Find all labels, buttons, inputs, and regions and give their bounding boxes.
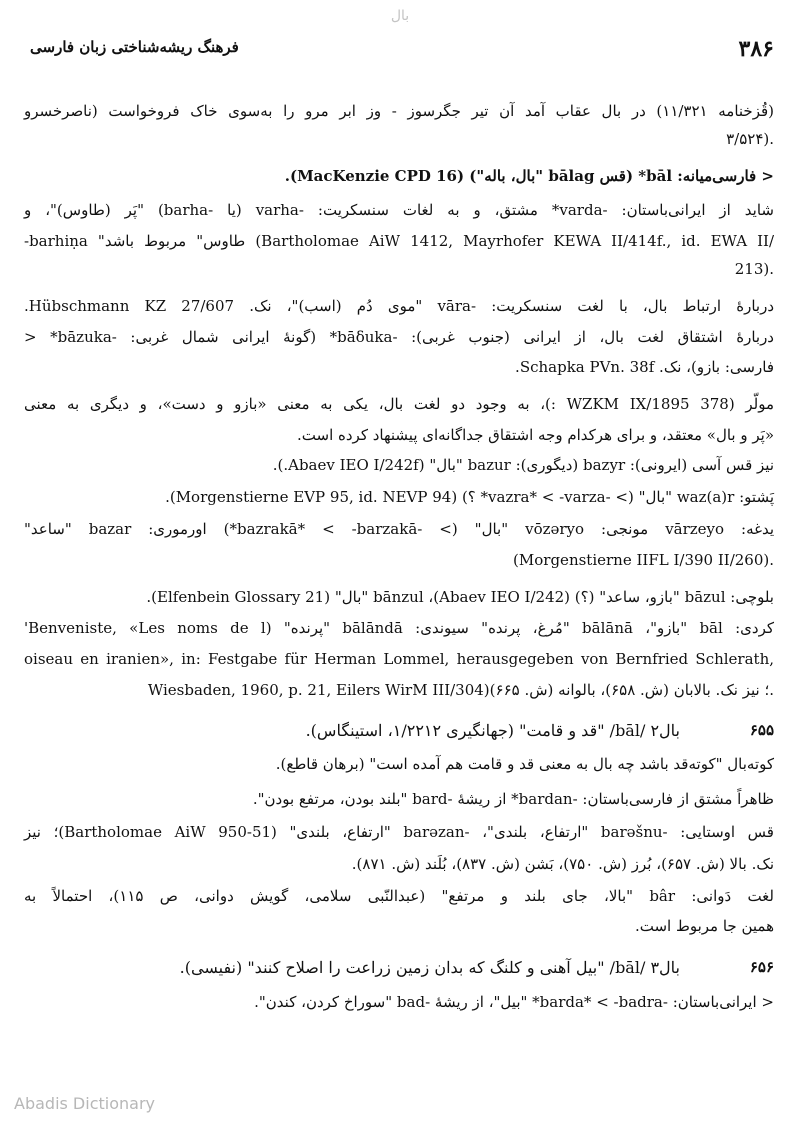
- body-line: دربارهٔ ارتباط بال، با لغت سنسکریت: -vāra "موی دُم (اسب)"، نک. Hübschmann KZ 27/607.: [24, 297, 774, 315]
- top-watermark: بال: [390, 8, 410, 24]
- body-line: بلوچی: bāzul "بازو، ساعد" (؟) (Abaev IEO I/242)، bānzul "بال" (Elfenbein Glossary 21).: [146, 588, 774, 606]
- entry-headword: بال۳ /bāl/ "بیل آهنی و کلنگ که بدان زمین زراعت را اصلاح کنند" (نفیسی).: [179, 958, 680, 977]
- entry-number: ۶۵۵: [749, 721, 774, 739]
- page-number: ۳۸۶: [738, 36, 774, 62]
- entry-headword: بال۲ /bāl/ "قد و قامت" (جهانگیری ۱/۲۲۱۲، استینگاس).: [305, 721, 680, 740]
- body-line: ظاهراً مشتق از فارسی‌باستان: -bardan* از ریشهٔ -bard "بلند بودن، مرتفع بودن".: [252, 790, 774, 808]
- body-line: -barhiṇa "طاوس" مربوط باشد (Bartholomae AiW 1412, Mayrhofer KEWA II/414f., id. EWA II/: [24, 232, 775, 250]
- body-line: کوته‌بال "کوته‌قد باشد چه بال به معنی قد و قامت هم آمده است" (برهان قاطع).: [275, 755, 774, 773]
- body-line: لغت دَوانی: bâr "بالا، جای بلند و مرتفع" (عبدالنّبی سلامی، گویش دوانی، ص ۱۱۵)، احتمالاً به: [24, 887, 774, 905]
- body-line: پَشتو: waz(a)r "بال" (> -vazra* < -varza* ؟) (Morgenstierne EVP 95, id. NEVP 94).: [165, 488, 774, 506]
- body-line: < فارسی‌میانه: bāl* (قس bālag "بال، باله") (MacKenzie CPD 16).: [284, 167, 774, 185]
- body-line: یدغه: vārzeyo مونجی: vōzəryo "بال" (> -bazrakā* < -barzakā*) اورموری: bazar "ساعد": [24, 520, 775, 538]
- body-line: فارسی: بازو)، نک. Schapka PVn. 38f.: [515, 358, 774, 376]
- body-line: «پَر و بال» معتقد، و برای هرکدام وجه اشتقاق جداگانه‌ای پیشنهاد کرده است.: [297, 426, 774, 444]
- body-line: < ایرانی‌باستان: -barda* < -badra* "بیل"، از ریشهٔ -bad "سوراخ کردن، کندن".: [254, 993, 774, 1011]
- body-line: نیز قس آسی (ایرونی): bazyr (دیگوری): bazur "بال" (Abaev IEO I/242f.).: [272, 456, 774, 474]
- body-line: قس اوستایی: -barəšnu "ارتفاع، بلندی"، -barəzan "ارتفاع، بلندی" (Bartholomae AiW 950-51)؛ نیز: [24, 823, 774, 841]
- body-line: 213).: [734, 260, 774, 278]
- footer-watermark: Abadis Dictionary: [14, 1094, 155, 1113]
- body-line: نک. بالا (ش. ۶۵۷)، بُرز (ش. ۷۵۰)، بَشن (ش. ۸۳۷)، بُلَند (ش. ۸۷۱).: [351, 855, 774, 873]
- body-line: Wiesbaden, 1960, p. 21, Eilers WirM III/304)؛ نیز نک. بالابان (ش. ۶۵۸)، بالوانه (ش. ۶۶۵).: [147, 681, 774, 699]
- body-line: کردی: bāl "بازو"، bālānā "مُرغ، پرنده" سیوندی: bālāndā "پرنده" (Benveniste, «Les noms de l': [24, 619, 774, 637]
- entry-number: ۶۵۶: [749, 958, 774, 976]
- body-line: همین جا مربوط است.: [634, 917, 774, 935]
- running-title: فرهنگ ریشه‌شناختی زبان فارسی: [30, 38, 239, 56]
- body-line: ۳/۵۲۴).: [726, 130, 774, 148]
- body-line: (Morgenstierne IIFL I/390 II/260).: [513, 551, 774, 569]
- body-line: دربارهٔ اشتقاق لغت بال، از ایرانی (جنوب غربی): -bāδuka* (گونهٔ ایرانی شمال غربی: -bāzuka* <: [24, 328, 774, 346]
- body-line: مولّر (WZKM IX/1895 378 :)، به وجود دو لغت بال، یکی به معنی «بازو و دست»، و دیگری به معنی: [24, 395, 774, 413]
- body-line: شاید از ایرانی‌باستان: -varda* مشتق، و به لغات سنسکریت: -varha (یا -barha) "پَر (طاوس)"، و: [24, 201, 774, 219]
- body-line: oiseau en iranien», in: Festgabe für Herman Lommel, herausgegeben von Bernfried Schlerath,: [24, 650, 774, 668]
- body-line: (قُزخنامه ۱۱/۳۲۱) در بال عقاب آمد آن تیر جگرسوز - وز ابر مرو را به‌سوی خاک فروخواست (ناصرخسرو: [24, 102, 774, 120]
